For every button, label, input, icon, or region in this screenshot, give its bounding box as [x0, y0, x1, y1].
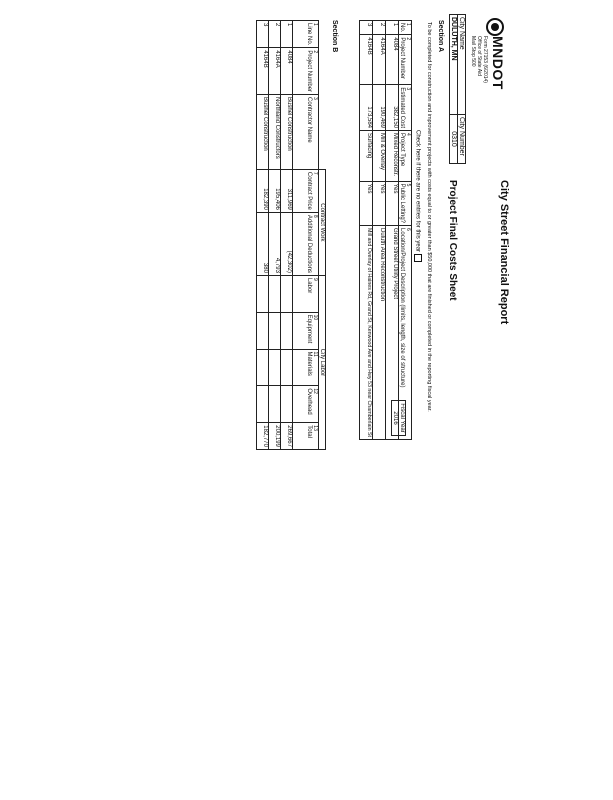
cell-additional: 4,793 — [269, 212, 281, 275]
col-label: Materials — [306, 351, 312, 376]
col-label: Contractor Name — [306, 97, 312, 143]
col-num: 9 — [312, 277, 318, 281]
no-entries-check — [414, 130, 422, 262]
fiscal-year-value: 2016 — [392, 401, 399, 436]
fiscal-year-label: Fiscal Year — [399, 401, 406, 436]
section-b-header-row — [293, 21, 319, 450]
section-a-table — [359, 20, 412, 440]
col-num: 13 — [312, 425, 318, 431]
cell-contract-price: 195,406 — [269, 169, 281, 212]
cell-overhead — [269, 386, 281, 423]
cell-description: Duluth Area Reconstruction — [373, 226, 386, 440]
col-num: 11 — [312, 351, 318, 357]
cell-description: Grand Street Utility Project — [386, 226, 399, 440]
cell-materials — [257, 349, 269, 386]
col-num: 7 — [312, 171, 318, 175]
col-label: Project Type — [399, 133, 405, 167]
cell-project-type: Surfacing — [360, 131, 373, 182]
logo-text: MNDOT — [490, 36, 506, 90]
rotated-document-page — [6, 10, 510, 470]
cell-public-letting: Yes — [373, 181, 386, 225]
cell-labor — [257, 275, 269, 312]
report-title: City Street Financial Report — [498, 180, 510, 325]
col-num: 5 — [405, 183, 411, 187]
city-name-value: DULUTH, MN — [450, 15, 458, 115]
cell-estimated-cost: 382,150 — [386, 85, 399, 131]
cell-contractor: Bushel Construction — [257, 95, 269, 170]
cell-line: 3 — [257, 21, 269, 48]
cell-materials — [281, 349, 293, 386]
table-row — [360, 21, 373, 440]
col-label: Additional Deductions — [306, 214, 312, 273]
section-b-group-row — [319, 21, 326, 450]
sheet-title: Project Final Costs Sheet — [447, 180, 458, 301]
cell-line: 1 — [281, 21, 293, 48]
cell-equipment — [257, 312, 269, 349]
address-line-3: Mail Stop 500 — [470, 36, 476, 67]
cell-line: 2 — [269, 21, 281, 48]
cell-description: Mill and Overlay of Haines Rd, Grand St, Kenwood Ave and Hwy 53 near Chamberlain St — [360, 226, 373, 440]
cell-estimated-cost: 190,469 — [373, 85, 386, 131]
cell-equipment — [269, 312, 281, 349]
cell-project-number: 4164B — [257, 48, 269, 95]
col-num: 1 — [312, 23, 318, 26]
col-label: Total — [306, 425, 312, 438]
cell-estimated-cost: 173,584 — [360, 85, 373, 131]
cell-project-type: Mixed Reconstr. — [386, 131, 399, 182]
cell-project-number: 4164A — [373, 35, 386, 85]
cell-project-number: 4084 — [386, 35, 399, 85]
table-row — [257, 21, 269, 450]
col-label: Labor — [306, 277, 312, 294]
address-line-1: Form 27153 (6/2014) — [482, 36, 488, 83]
col-num: 1 — [405, 23, 411, 26]
col-label: Project Number — [399, 37, 405, 80]
col-num: 2 — [405, 37, 411, 41]
col-label: Line No. — [306, 23, 312, 46]
city-name-label: City Name — [458, 15, 466, 115]
cell-contractor: Northland Constructors — [269, 95, 281, 170]
cell-overhead — [281, 386, 293, 423]
cell-contractor: Bushel Construction — [281, 95, 293, 170]
col-num: 4 — [405, 133, 411, 136]
city-labor-label: City Labor — [319, 275, 326, 449]
mndot-logo-icon — [486, 18, 504, 36]
cell-public-letting: Yes — [386, 181, 399, 225]
section-b-label: Section B — [331, 20, 338, 53]
city-info-table — [449, 14, 466, 164]
cell-total: 269,667 — [281, 423, 293, 450]
col-label: Location/Project Description (limits, length, size of structure) — [399, 228, 405, 388]
col-num: 2 — [312, 50, 318, 54]
cell-labor — [281, 275, 293, 312]
cell-materials — [269, 349, 281, 386]
cell-project-number: 4164A — [269, 48, 281, 95]
section-a-label: Section A — [437, 20, 444, 53]
cell-project-number: 4164B — [360, 35, 373, 85]
section-a-instruction: To be completed for construction and improvement projects with costs equal to or greater than $50,000 that are finished or completed in the reporting fiscal year. — [426, 22, 432, 412]
section-a-header-row — [399, 21, 412, 440]
col-num: 12 — [312, 388, 318, 394]
cell-project-number: 4084 — [281, 48, 293, 95]
col-num: 8 — [312, 214, 318, 218]
cell-no: 3 — [360, 21, 373, 35]
contract-work-label: Contract Work — [319, 169, 326, 275]
cell-additional: (42,302) — [281, 212, 293, 275]
cell-project-type: Mill & Overlay — [373, 131, 386, 182]
cell-contract-price: 311,969 — [281, 169, 293, 212]
col-label: Public Letting? — [399, 183, 405, 224]
col-num: 10 — [312, 314, 318, 321]
table-row — [373, 21, 386, 440]
cell-no: 1 — [386, 21, 399, 35]
cell-equipment — [281, 312, 293, 349]
col-label: No. — [399, 23, 405, 33]
col-num: 6 — [405, 228, 411, 231]
col-label: Equipment — [306, 314, 312, 344]
table-row — [269, 21, 281, 450]
table-row — [386, 21, 399, 440]
cell-labor — [269, 275, 281, 312]
cell-no: 2 — [373, 21, 386, 35]
col-label: Overhead — [306, 388, 312, 415]
city-number-value: 0310 — [450, 115, 458, 164]
address-line-2: Office of State Aid — [476, 36, 482, 76]
col-label: Project Number — [306, 50, 312, 93]
cell-additional: 380 — [257, 212, 269, 275]
no-entries-text: Check here if there are no entries for this year — [414, 130, 421, 253]
col-num: 3 — [405, 87, 411, 91]
city-number-label: City Number — [458, 115, 466, 164]
col-label: Contract Price — [306, 171, 312, 210]
table-row — [281, 21, 293, 450]
cell-overhead — [257, 386, 269, 423]
cell-total: 182,770 — [257, 423, 269, 450]
cell-public-letting: Yes — [360, 181, 373, 225]
section-b-table — [256, 20, 326, 450]
col-label: Estimated Cost — [399, 87, 405, 129]
cell-contract-price: 182,390 — [257, 169, 269, 212]
col-num: 3 — [312, 97, 318, 100]
cell-total: 200,199 — [269, 423, 281, 450]
no-entries-checkbox[interactable] — [414, 254, 422, 262]
